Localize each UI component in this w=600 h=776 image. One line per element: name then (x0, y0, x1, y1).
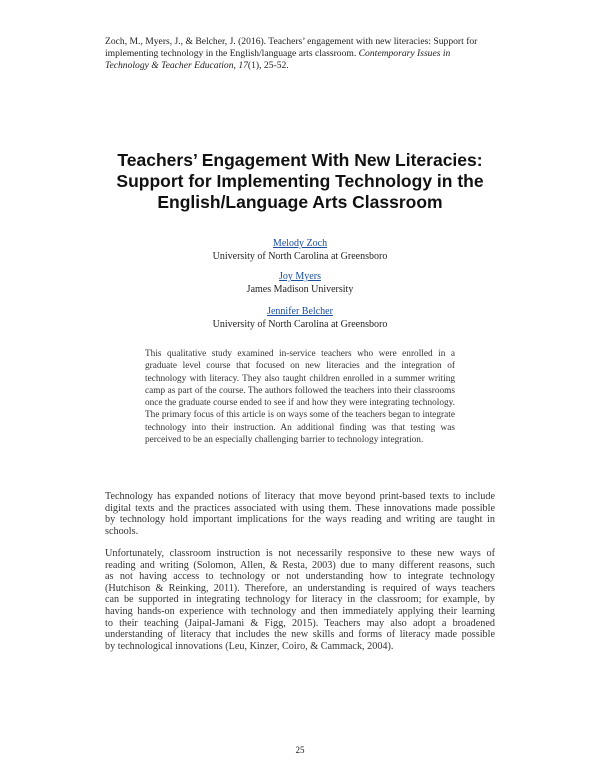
title-line: English/Language Arts Classroom (157, 192, 443, 212)
body-paragraph (105, 548, 495, 652)
article-title (60, 150, 540, 213)
author-block (0, 305, 600, 331)
body-line: (Hutchison & Reinking, 2011). Therefore, an understanding is required of ways teachers (105, 582, 495, 594)
body-line: as not having access to technology or not understanding how to integrate technology (105, 571, 495, 583)
body-line: schools. (105, 525, 139, 537)
citation-line (105, 60, 500, 72)
body-line: Unfortunately, classroom instruction is not necessarily responsive to these new ways of (105, 548, 495, 559)
title-line: Support for Implementing Technology in the (116, 171, 484, 191)
body-line: having hands-on experience with technology and then immediately applying their learning (105, 605, 495, 617)
abstract-line: technology with literacy. They also taught children enrolled in a summer writing (145, 373, 455, 384)
author-link[interactable]: Melody Zoch (272, 238, 328, 249)
body-line: by technological innovations (Leu, Kinzer, Coiro, & Cammack, 2004). (105, 640, 394, 652)
citation-line: Zoch, M., Myers, J., & Belcher, J. (2016). Teachers’ engagement with new literacies: Support for (105, 36, 478, 47)
citation-issue: (1), 25-52. (247, 60, 289, 71)
body-line: can be supported in integrating technology for literacy in the classroom; for example, by (105, 594, 495, 606)
page-number: 25 (295, 745, 305, 755)
abstract-line: The primary focus of this article is on ways some of the teachers began to integrate (145, 410, 455, 421)
author-block (0, 270, 600, 296)
body-line: digital texts and the practices associated with using them. These innovations made possible (105, 502, 495, 514)
abstract-line: camp as part of the course. The authors followed the teachers into their classrooms (145, 385, 455, 396)
body-line: Technology has expanded notions of literacy that move beyond print-based texts to include (105, 491, 495, 502)
author-affiliation: University of North Carolina at Greensboro (212, 251, 388, 262)
citation-line (105, 48, 500, 60)
author-link[interactable]: Joy Myers (279, 271, 321, 282)
citation (105, 36, 500, 72)
body-line: to their teaching (Jaipal-Jamani & Figg, 2015). Teachers may also adopt a broadened (105, 617, 495, 629)
abstract-line: once the graduate course ended to see if and how they were integrating technology. (145, 398, 455, 409)
abstract-line: graduate level course that focused on new literacies and the integration of (145, 361, 455, 372)
author-affiliation: University of North Carolina at Greensboro (212, 319, 388, 330)
citation-journal: Contemporary Issues in (358, 48, 451, 59)
abstract-line: This qualitative study examined in-service teachers who were enrolled in a (145, 349, 455, 359)
body-paragraph (105, 491, 495, 537)
author-block (0, 237, 600, 263)
title-line: Teachers’ Engagement With New Literacies: (117, 150, 483, 170)
abstract-line: perceived to be an especially challenging barrier to technology integration. (145, 435, 424, 446)
abstract (145, 348, 455, 446)
body-line: by technology hold important implications for the ways reading and writing are taught in (105, 514, 495, 526)
abstract-line: technology into their instruction. An additional finding was that testing was (145, 422, 455, 433)
author-link[interactable]: Jennifer Belcher (267, 306, 333, 317)
citation-text: implementing technology in the English/language arts classroom. (105, 48, 359, 59)
body-line: understanding of literacy that includes the new skills and forms of literacy made possible (105, 629, 495, 641)
author-affiliation: James Madison University (246, 284, 354, 295)
citation-journal-cont: Technology & Teacher Education, 17 (105, 60, 248, 71)
body-line: reading and writing (Solomon, Allen, & Resta, 2003) due to many different reasons, such (105, 559, 495, 571)
